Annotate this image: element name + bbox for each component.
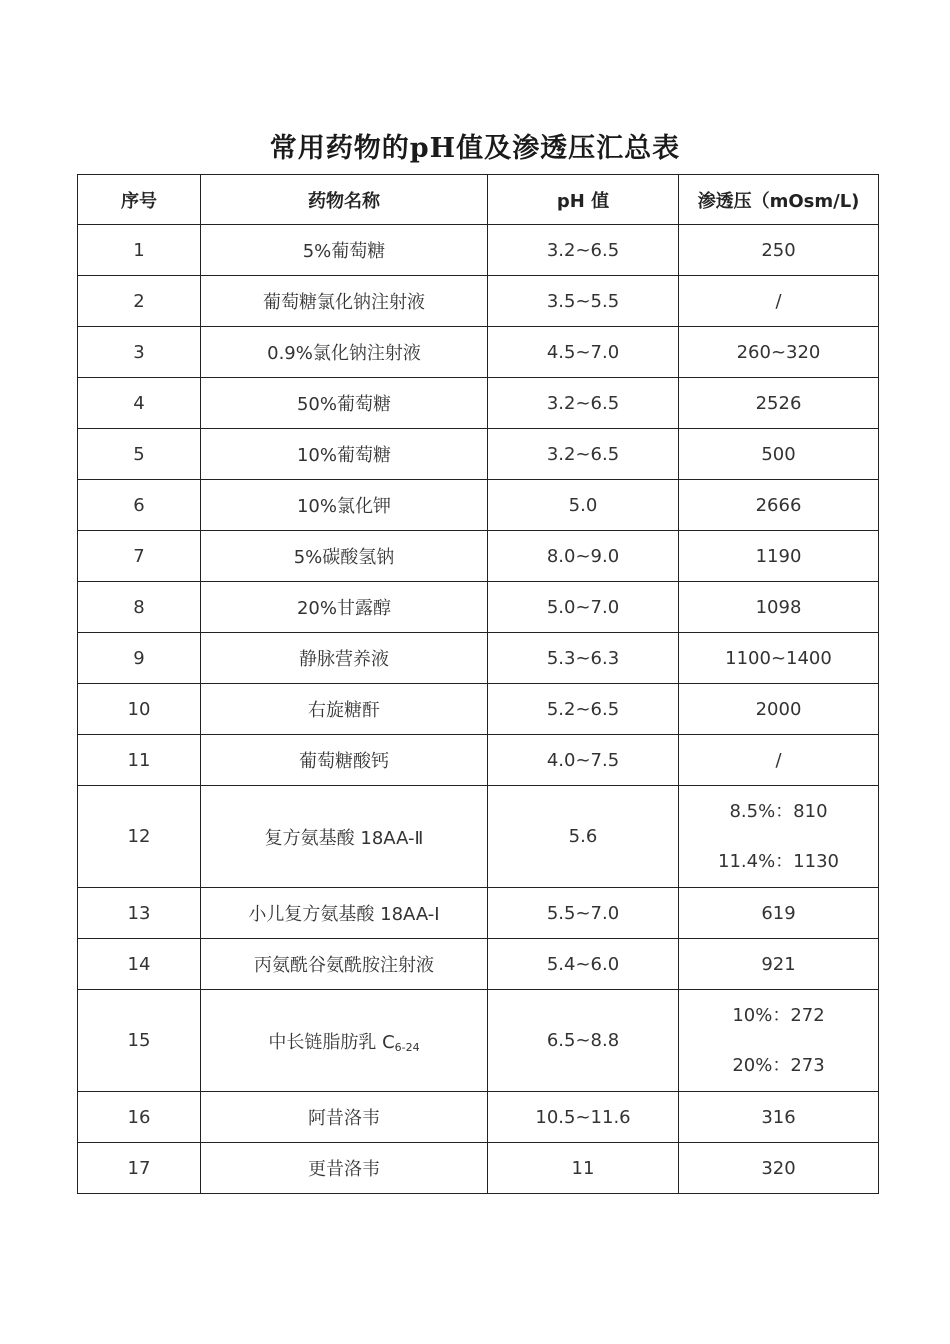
osmotic-pressure-value: 921 — [761, 953, 796, 975]
header-ph: pH 值 — [488, 175, 679, 225]
ph-value: 3.5~5.5 — [488, 276, 679, 327]
drug-name-cell — [201, 1143, 488, 1194]
osmotic-pressure-cell — [679, 582, 879, 633]
table-row — [78, 1143, 879, 1194]
osmotic-pressure-value: 250 — [761, 239, 796, 261]
table-row — [78, 990, 879, 1092]
ph-value: 5.0~7.0 — [488, 582, 679, 633]
table-row — [78, 327, 879, 378]
ph-value: 5.0 — [488, 480, 679, 531]
table-row — [78, 480, 879, 531]
drug-name: 10%氯化钾 — [296, 496, 391, 517]
drug-name-cell — [201, 786, 488, 888]
osmotic-pressure-cell — [679, 531, 879, 582]
drug-name-cell — [201, 378, 488, 429]
drug-name-cell — [201, 327, 488, 378]
osmotic-pressure-value: 619 — [761, 902, 796, 924]
osmotic-pressure-cell — [679, 327, 879, 378]
drug-name: 10%葡萄糖 — [296, 445, 391, 466]
drug-name: 右旋糖酐 — [308, 700, 380, 721]
drug-name: 静脉营养液 — [299, 649, 389, 670]
ph-value: 3.2~6.5 — [488, 225, 679, 276]
row-index: 5 — [78, 429, 201, 480]
osmotic-pressure-cell — [679, 276, 879, 327]
osmotic-pressure-cell — [679, 684, 879, 735]
osmotic-pressure-cell — [679, 939, 879, 990]
table-row — [78, 633, 879, 684]
osmotic-pressure-cell — [679, 786, 879, 888]
osmotic-pressure-value: 2000 — [755, 698, 802, 720]
ph-value: 5.2~6.5 — [488, 684, 679, 735]
table-row — [78, 582, 879, 633]
table-row — [78, 276, 879, 327]
header-index: 序号 — [78, 175, 201, 225]
table-row — [78, 429, 879, 480]
osmotic-pressure-cell — [679, 990, 879, 1092]
ph-value: 8.0~9.0 — [488, 531, 679, 582]
drug-name: 葡萄糖氯化钠注射液 — [263, 292, 425, 313]
drug-table — [77, 174, 879, 1194]
table-header-row — [78, 175, 879, 225]
table-row — [78, 378, 879, 429]
ph-value: 4.5~7.0 — [488, 327, 679, 378]
ph-value: 6.5~8.8 — [488, 990, 679, 1092]
row-index: 8 — [78, 582, 201, 633]
ph-value: 5.5~7.0 — [488, 888, 679, 939]
drug-name-cell — [201, 888, 488, 939]
drug-name-cell — [201, 633, 488, 684]
drug-name: 5%葡萄糖 — [302, 241, 386, 262]
table-row — [78, 684, 879, 735]
row-index: 17 — [78, 1143, 201, 1194]
osmotic-pressure-value: 260~320 — [736, 341, 821, 363]
drug-name: 更昔洛韦 — [308, 1159, 380, 1180]
table-row — [78, 786, 879, 888]
osmotic-pressure-value: 500 — [761, 443, 796, 465]
row-index: 6 — [78, 480, 201, 531]
table-row — [78, 531, 879, 582]
drug-name-cell — [201, 276, 488, 327]
osmotic-pressure-value: 10%：272 — [732, 1004, 825, 1026]
osmotic-pressure-value: 1098 — [755, 596, 802, 618]
drug-name: 阿昔洛韦 — [308, 1108, 380, 1129]
ph-value: 11 — [488, 1143, 679, 1194]
row-index: 14 — [78, 939, 201, 990]
drug-name: 丙氨酰谷氨酰胺注射液 — [254, 955, 434, 976]
drug-name: 中长链脂肪乳 C — [268, 1031, 395, 1053]
osmotic-pressure-cell — [679, 225, 879, 276]
drug-name-cell — [201, 684, 488, 735]
table-row — [78, 735, 879, 786]
drug-name-cell — [201, 531, 488, 582]
osmotic-pressure-value: 8.5%：810 — [729, 800, 828, 822]
header-osmotic-pressure: 渗透压（mOsm/L) — [679, 175, 879, 225]
drug-name: 葡萄糖酸钙 — [299, 751, 389, 772]
osmotic-pressure-cell — [679, 1143, 879, 1194]
ph-value: 5.3~6.3 — [488, 633, 679, 684]
drug-name: 0.9%氯化钠注射液 — [267, 343, 421, 364]
row-index: 11 — [78, 735, 201, 786]
row-index: 12 — [78, 786, 201, 888]
drug-name: 20%甘露醇 — [296, 598, 391, 619]
osmotic-pressure-value: 316 — [761, 1106, 796, 1128]
drug-name-cell — [201, 582, 488, 633]
drug-name-cell — [201, 735, 488, 786]
row-index: 13 — [78, 888, 201, 939]
osmotic-pressure-cell — [679, 429, 879, 480]
header-drug-name: 药物名称 — [201, 175, 488, 225]
osmotic-pressure-value: 320 — [761, 1157, 796, 1179]
drug-name-cell — [201, 429, 488, 480]
row-index: 15 — [78, 990, 201, 1092]
osmotic-pressure-cell — [679, 888, 879, 939]
drug-name: 50%葡萄糖 — [296, 394, 391, 415]
row-index: 7 — [78, 531, 201, 582]
drug-name: 小儿复方氨基酸 18AA-Ⅰ — [248, 904, 440, 925]
table-body — [78, 225, 879, 1194]
drug-name-cell — [201, 225, 488, 276]
table-row — [78, 225, 879, 276]
table-row — [78, 939, 879, 990]
osmotic-pressure-value: / — [775, 749, 782, 771]
row-index: 1 — [78, 225, 201, 276]
osmotic-pressure-cell — [679, 480, 879, 531]
osmotic-pressure-value: 2666 — [755, 494, 802, 516]
osmotic-pressure-cell — [679, 633, 879, 684]
osmotic-pressure-cell — [679, 1092, 879, 1143]
table-row — [78, 888, 879, 939]
row-index: 10 — [78, 684, 201, 735]
osmotic-pressure-value: 1100~1400 — [725, 647, 832, 669]
drug-name-cell — [201, 990, 488, 1092]
drug-name: 5%碳酸氢钠 — [293, 547, 395, 568]
drug-name-cell — [201, 939, 488, 990]
ph-value: 10.5~11.6 — [488, 1092, 679, 1143]
row-index: 4 — [78, 378, 201, 429]
osmotic-pressure-value: 1190 — [755, 545, 802, 567]
osmotic-pressure-value: 11.4%：1130 — [718, 850, 839, 872]
osmotic-pressure-value: 2526 — [755, 392, 802, 414]
ph-value: 4.0~7.5 — [488, 735, 679, 786]
osmotic-pressure-value: 20%：273 — [732, 1054, 825, 1076]
ph-value: 3.2~6.5 — [488, 378, 679, 429]
drug-name: 复方氨基酸 18AA-Ⅱ — [264, 827, 424, 849]
drug-name-cell — [201, 1092, 488, 1143]
ph-value: 3.2~6.5 — [488, 429, 679, 480]
ph-value: 5.6 — [488, 786, 679, 888]
row-index: 16 — [78, 1092, 201, 1143]
osmotic-pressure-cell — [679, 378, 879, 429]
row-index: 2 — [78, 276, 201, 327]
row-index: 3 — [78, 327, 201, 378]
osmotic-pressure-cell — [679, 735, 879, 786]
drug-name-subscript: 6-24 — [394, 1040, 420, 1054]
row-index: 9 — [78, 633, 201, 684]
page-title: 常用药物的pH值及渗透压汇总表 — [269, 133, 681, 164]
ph-value: 5.4~6.0 — [488, 939, 679, 990]
osmotic-pressure-value: / — [775, 290, 782, 312]
table-row — [78, 1092, 879, 1143]
drug-name-cell — [201, 480, 488, 531]
